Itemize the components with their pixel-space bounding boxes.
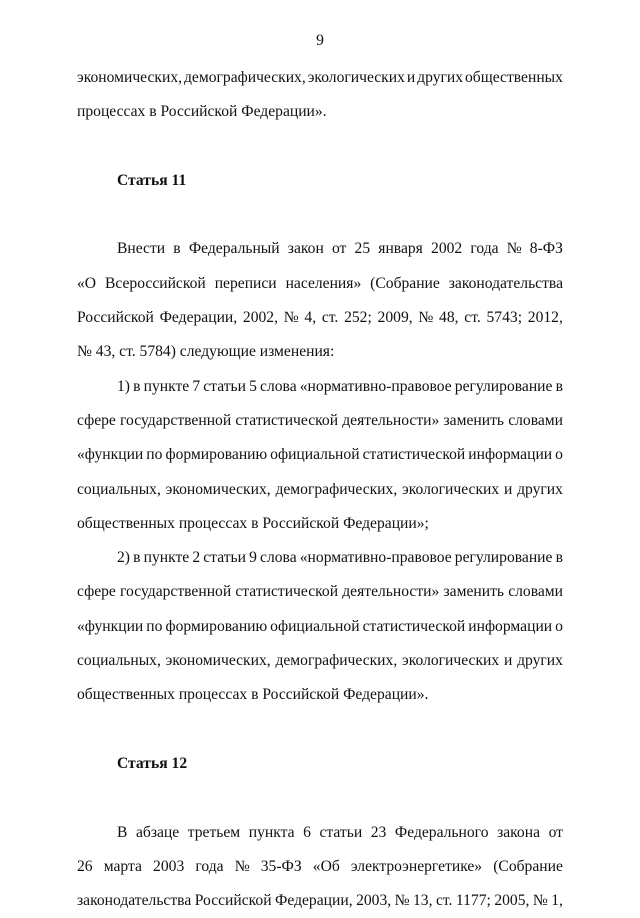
word: 2003 (153, 857, 185, 875)
word: закона (497, 823, 540, 841)
text-line (77, 130, 563, 164)
word: № (283, 309, 299, 327)
word: января (378, 240, 423, 258)
word: 1177; (455, 892, 491, 910)
word: регулирование (454, 377, 553, 395)
word: Российской (77, 309, 154, 327)
word: социальных, (77, 652, 161, 670)
word: электроэнергетике» (350, 857, 483, 875)
word: официальной (270, 446, 360, 464)
word: законодательства (77, 892, 192, 910)
word: общественных (465, 69, 563, 86)
word: Федерации, (159, 309, 238, 327)
text-line: общественных процессах в Российской Федерации». (77, 686, 429, 704)
word: 9 (249, 549, 257, 567)
page-number: 9 (316, 32, 324, 49)
word: других (517, 652, 563, 670)
text-line (77, 438, 563, 472)
word: 2009, (377, 309, 413, 327)
word: статьи (319, 823, 363, 841)
word: 7 (192, 377, 201, 395)
word: третьем (187, 823, 241, 841)
text-line (77, 610, 563, 644)
text-line (77, 301, 563, 335)
word: статьи (203, 549, 246, 567)
text-line (77, 198, 563, 232)
word: Федерации, (275, 892, 353, 910)
word: в (173, 240, 181, 258)
word: пункте (143, 549, 190, 567)
word: слова (260, 377, 297, 395)
word: 25 (354, 240, 371, 258)
word: 26 (77, 857, 93, 875)
text-line (77, 713, 563, 747)
word: о (555, 617, 563, 635)
text-line (77, 267, 563, 301)
word: сфере (77, 583, 116, 601)
word: № (394, 892, 410, 910)
text-line (77, 644, 563, 678)
word: о (555, 446, 563, 464)
document-body (77, 61, 563, 918)
word: Всероссийской (104, 274, 206, 292)
word: (Собрание (493, 857, 563, 875)
word: В (117, 823, 128, 841)
word: словами (508, 411, 563, 429)
word: ст. (464, 309, 481, 327)
word: формированию (165, 617, 268, 635)
word: Федерального (394, 823, 489, 841)
text-line: общественных процессах в Российской Федерации»; (77, 514, 429, 532)
word: в (133, 377, 141, 395)
word: 1, (551, 892, 563, 910)
word: других (417, 69, 464, 86)
word: других (517, 480, 563, 498)
text-line (77, 884, 563, 918)
word: № (532, 892, 548, 910)
word: 2012, (527, 309, 563, 327)
word: 35-ФЗ (260, 857, 302, 875)
text-line (77, 404, 563, 438)
word: № (234, 857, 250, 875)
word: переписи (214, 274, 277, 292)
word: регулирование (454, 549, 553, 567)
word: экономических, (165, 652, 271, 670)
word: 8-ФЗ (529, 240, 563, 258)
word: в (133, 549, 141, 567)
word: статистической (362, 617, 466, 635)
word: государственной (120, 583, 232, 601)
word: «функции (77, 617, 144, 635)
word: абзаце (135, 823, 180, 841)
word: пункте (143, 377, 190, 395)
word: закон (287, 240, 324, 258)
text-line: процессах в Российской Федерации». (77, 103, 327, 121)
word: и (503, 480, 513, 498)
word: демографических, (183, 69, 306, 86)
word: населения» (285, 274, 362, 292)
word: экологических (402, 652, 500, 670)
word: Федеральный (188, 240, 280, 258)
word: марта (103, 857, 142, 875)
word: формированию (165, 446, 268, 464)
article-heading: Статья 12 (117, 754, 188, 772)
text-line (77, 61, 563, 95)
word: 4, (304, 309, 317, 327)
word: статистической (235, 583, 339, 601)
word: заменить (443, 411, 505, 429)
word: статистической (362, 446, 466, 464)
text-line (77, 850, 563, 884)
word: информации (468, 446, 553, 464)
word: «Об (312, 857, 340, 875)
text-line (77, 781, 563, 815)
word: официальной (270, 617, 360, 635)
text-line (77, 232, 563, 266)
word: от (331, 240, 347, 258)
word: 252; (344, 309, 372, 327)
article-heading: Статья 11 (117, 171, 187, 189)
word: государственной (120, 411, 232, 429)
word: демографических, (275, 480, 398, 498)
text-line (77, 541, 563, 575)
word: словами (508, 583, 563, 601)
word: и (503, 652, 513, 670)
word: 48, (439, 309, 459, 327)
word: 13, (412, 892, 433, 910)
word: 5 (249, 377, 257, 395)
word: экологических (307, 69, 405, 86)
word: «нормативно-правовое (299, 549, 452, 567)
word: статистической (235, 411, 339, 429)
word: 2002, (242, 309, 278, 327)
word: и (406, 69, 416, 86)
word: «нормативно-правовое (299, 377, 452, 395)
word: деятельности» (342, 583, 440, 601)
word: от (548, 823, 563, 841)
text-line (77, 370, 563, 404)
text-line (77, 473, 563, 507)
word: в (555, 377, 563, 395)
word: экологических (402, 480, 500, 498)
text-line (77, 816, 563, 850)
word: «функции (77, 446, 144, 464)
text-line (77, 575, 563, 609)
word: 23 (370, 823, 387, 841)
word: информации (468, 617, 553, 635)
word: 2005, (494, 892, 530, 910)
word: 2003, (356, 892, 392, 910)
word: экономических, (165, 480, 271, 498)
word: статьи (203, 377, 246, 395)
word: 2002 (431, 240, 463, 258)
word: 2) (117, 549, 130, 567)
word: социальных, (77, 480, 161, 498)
word: Внести (117, 240, 166, 258)
word: ст. (435, 892, 453, 910)
word: 5743; (486, 309, 523, 327)
word: демографических, (275, 652, 398, 670)
word: 1) (117, 377, 130, 395)
word: сфере (77, 411, 116, 429)
word: 6 (303, 823, 311, 841)
word: № (418, 309, 434, 327)
word: (Собрание (370, 274, 440, 292)
word: Российской (194, 892, 272, 910)
word: по (146, 446, 163, 464)
word: «О (77, 274, 97, 292)
word: 2 (192, 549, 201, 567)
word: слова (260, 549, 297, 567)
word: деятельности» (342, 411, 440, 429)
word: года (195, 857, 224, 875)
word: заменить (443, 583, 505, 601)
word: экономических, (77, 69, 183, 86)
word: № (506, 240, 522, 258)
word: ст. (321, 309, 339, 327)
text-line: № 43, ст. 5784) следующие изменения: (77, 343, 335, 361)
word: года (470, 240, 499, 258)
word: законодательства (448, 274, 563, 292)
word: пункта (248, 823, 295, 841)
word: в (555, 549, 563, 567)
word: по (146, 617, 163, 635)
